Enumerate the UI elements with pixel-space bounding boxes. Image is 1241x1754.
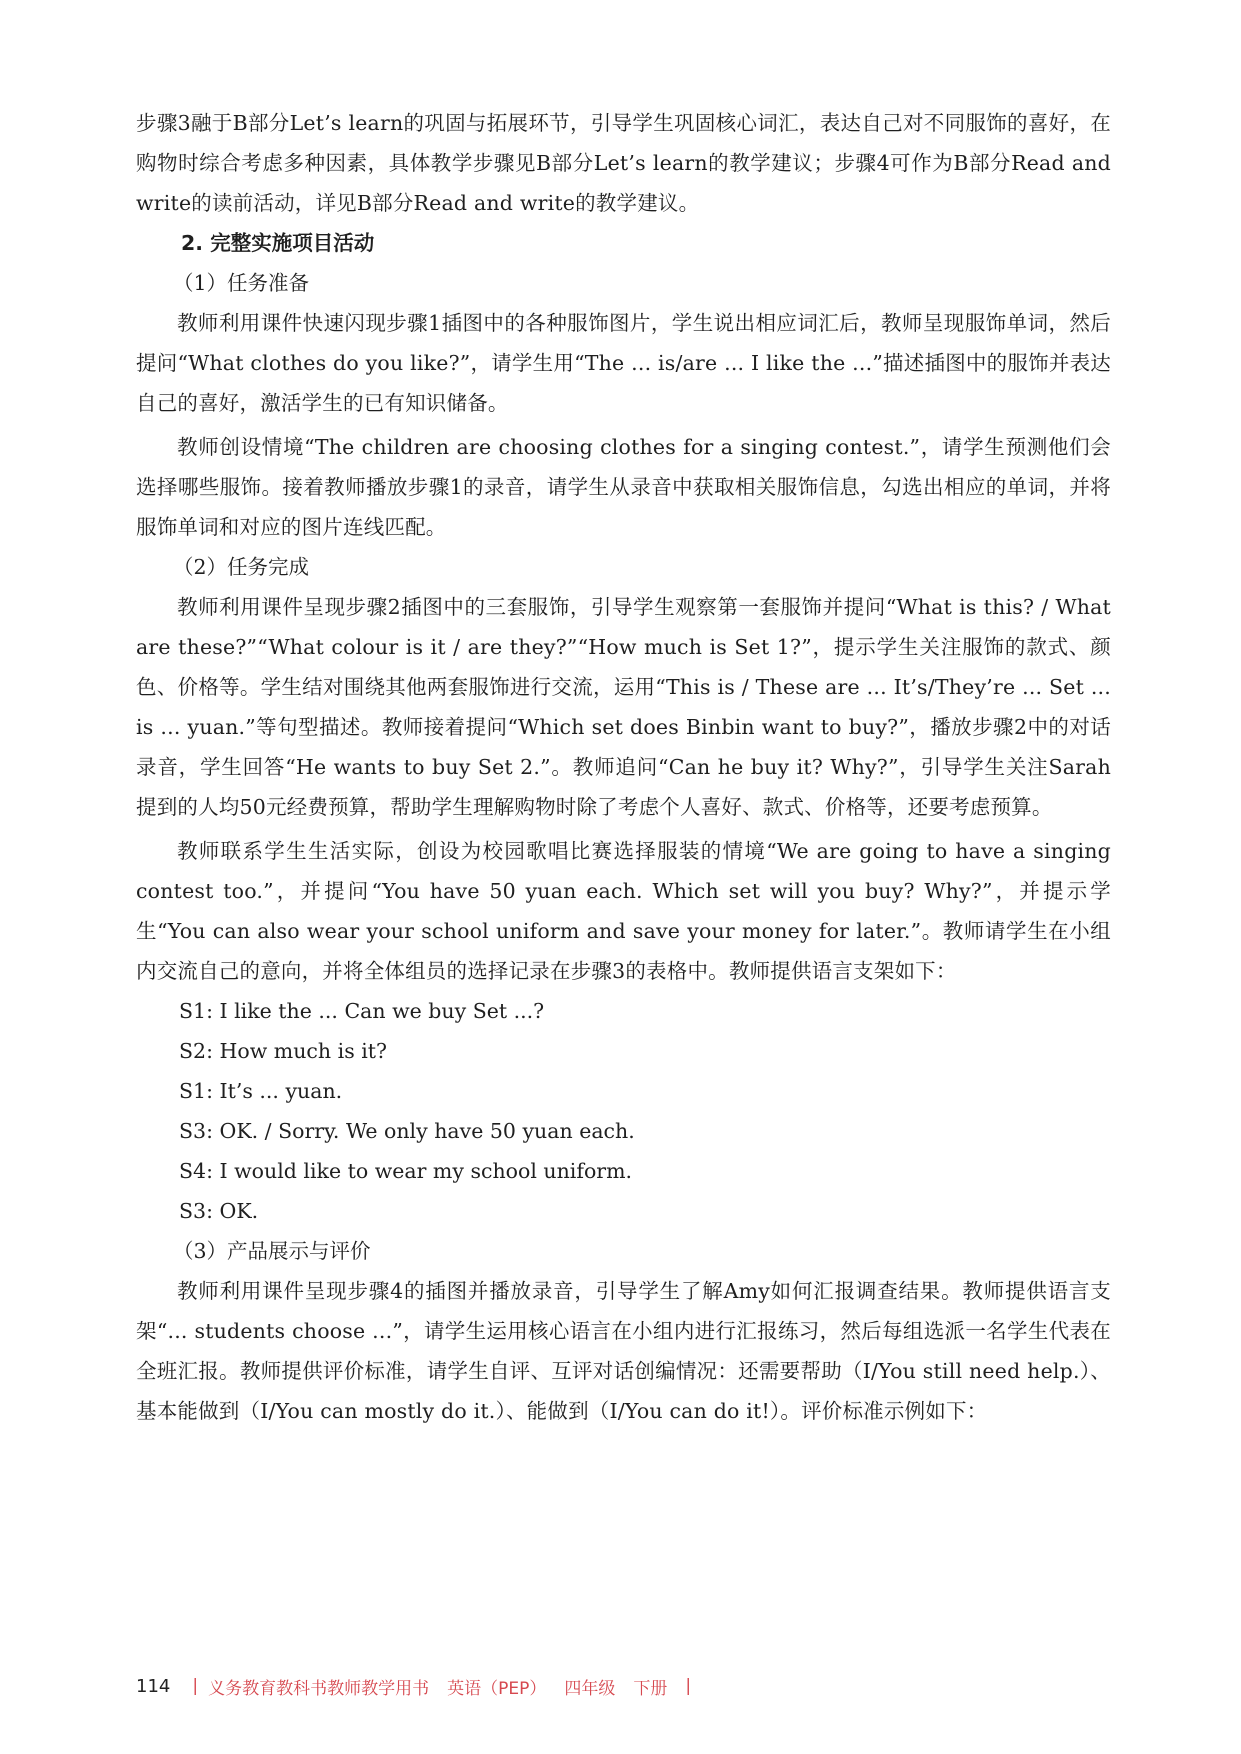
- footer-volume: 下册: [633, 1678, 668, 1699]
- dialogue-line: S3: OK. / Sorry. We only have 50 yuan each.: [179, 1119, 635, 1143]
- page-content: [136, 103, 1111, 1431]
- paragraph-task-completion-1: 教师利用课件呈现步骤2插图中的三套服饰，引导学生观察第一套服饰并提问“What is this? / What are these?”“What colour is it / are they?”“How much is Set 1?”，提示学生关注服饰的款式、颜色、价格等。学生结对围绕其他两套服饰进行交流，运用“This is / These are ... It’s/They’re ... Set ... is ... yuan.”等句型描述。教师接着提问“Which set does Binbin want to buy?”，播放步骤2中的对话录音，学生回答“He wants to buy Set 2.”。教师追问“Can he buy it? Why?”，引导学生关注Sarah提到的人均50元经费预算，帮助学生理解购物时除了考虑个人喜好、款式、价格等，还要考虑预算。: [136, 595, 1111, 819]
- dialogue-line: S3: OK.: [179, 1199, 259, 1223]
- subheading-task-preparation: （1）任务准备: [173, 271, 310, 295]
- footer-book-title: 义务教育教科书教师教学用书: [208, 1678, 430, 1699]
- paragraph-task-completion-2: 教师联系学生生活实际，创设为校园歌唱比赛选择服装的情境“We are going to have a singing contest too.”，并提问“You have 50 yuan each. Which set will you buy? Why?”，并提示学生“You can also wear your school uniform and save your money for later.”。教师请学生在小组内交流自己的意向，并将全体组员的选择记录在步骤3的表格中。教师提供语言支架如下：: [136, 839, 1111, 983]
- dialogue-block: [136, 991, 1111, 1231]
- footer-separator: |: [192, 1676, 199, 1696]
- page-footer: [136, 1670, 701, 1702]
- dialogue-line: S1: I like the ... Can we buy Set ...?: [179, 999, 545, 1023]
- paragraph-task-preparation-1: 教师利用课件快速闪现步骤1插图中的各种服饰图片，学生说出相应词汇后，教师呈现服饰单词，然后提问“What clothes do you like?”，请学生用“The ... is/are ... I like the ...”描述插图中的服饰并表达自己的喜好，激活学生的已有知识储备。: [136, 311, 1111, 415]
- dialogue-line: S2: How much is it?: [179, 1039, 388, 1063]
- paragraph-product-presentation: 教师利用课件呈现步骤4的插图并播放录音，引导学生了解Amy如何汇报调查结果。教师提供语言支架“... students choose ...”，请学生运用核心语言在小组内进行汇报练习，然后每组选派一名学生代表在全班汇报。教师提供评价标准，请学生自评、互评对话创编情况：还需要帮助（I/You still need help.）、基本能做到（I/You can mostly do it.）、能做到（I/You can do it!）。评价标准示例如下：: [136, 1279, 1111, 1423]
- footer-grade: 四年级: [564, 1678, 616, 1699]
- paragraph-task-preparation-2: 教师创设情境“The children are choosing clothes for a singing contest.”，请学生预测他们会选择哪些服饰。接着教师播放步骤1的录音，请学生从录音中获取相关服饰信息，勾选出相应的单词，并将服饰单词和对应的图片连线匹配。: [136, 435, 1111, 539]
- paragraph-step-overview: 步骤3融于B部分Let’s learn的巩固与拓展环节，引导学生巩固核心词汇，表达自己对不同服饰的喜好，在购物时综合考虑多种因素，具体教学步骤见B部分Let’s learn的教学建议；步骤4可作为B部分Read and write的读前活动，详见B部分Read and write的教学建议。: [136, 111, 1111, 215]
- page-number: 114: [136, 1675, 171, 1697]
- footer-separator-end: |: [685, 1676, 692, 1696]
- footer-subject: 英语（PEP）: [447, 1678, 547, 1699]
- dialogue-line: S4: I would like to wear my school uniform.: [179, 1159, 633, 1183]
- subheading-product-presentation: （3）产品展示与评价: [173, 1239, 371, 1263]
- subheading-task-completion: （2）任务完成: [173, 555, 310, 579]
- section-heading: 2. 完整实施项目活动: [181, 231, 375, 255]
- dialogue-line: S1: It’s ... yuan.: [179, 1079, 343, 1103]
